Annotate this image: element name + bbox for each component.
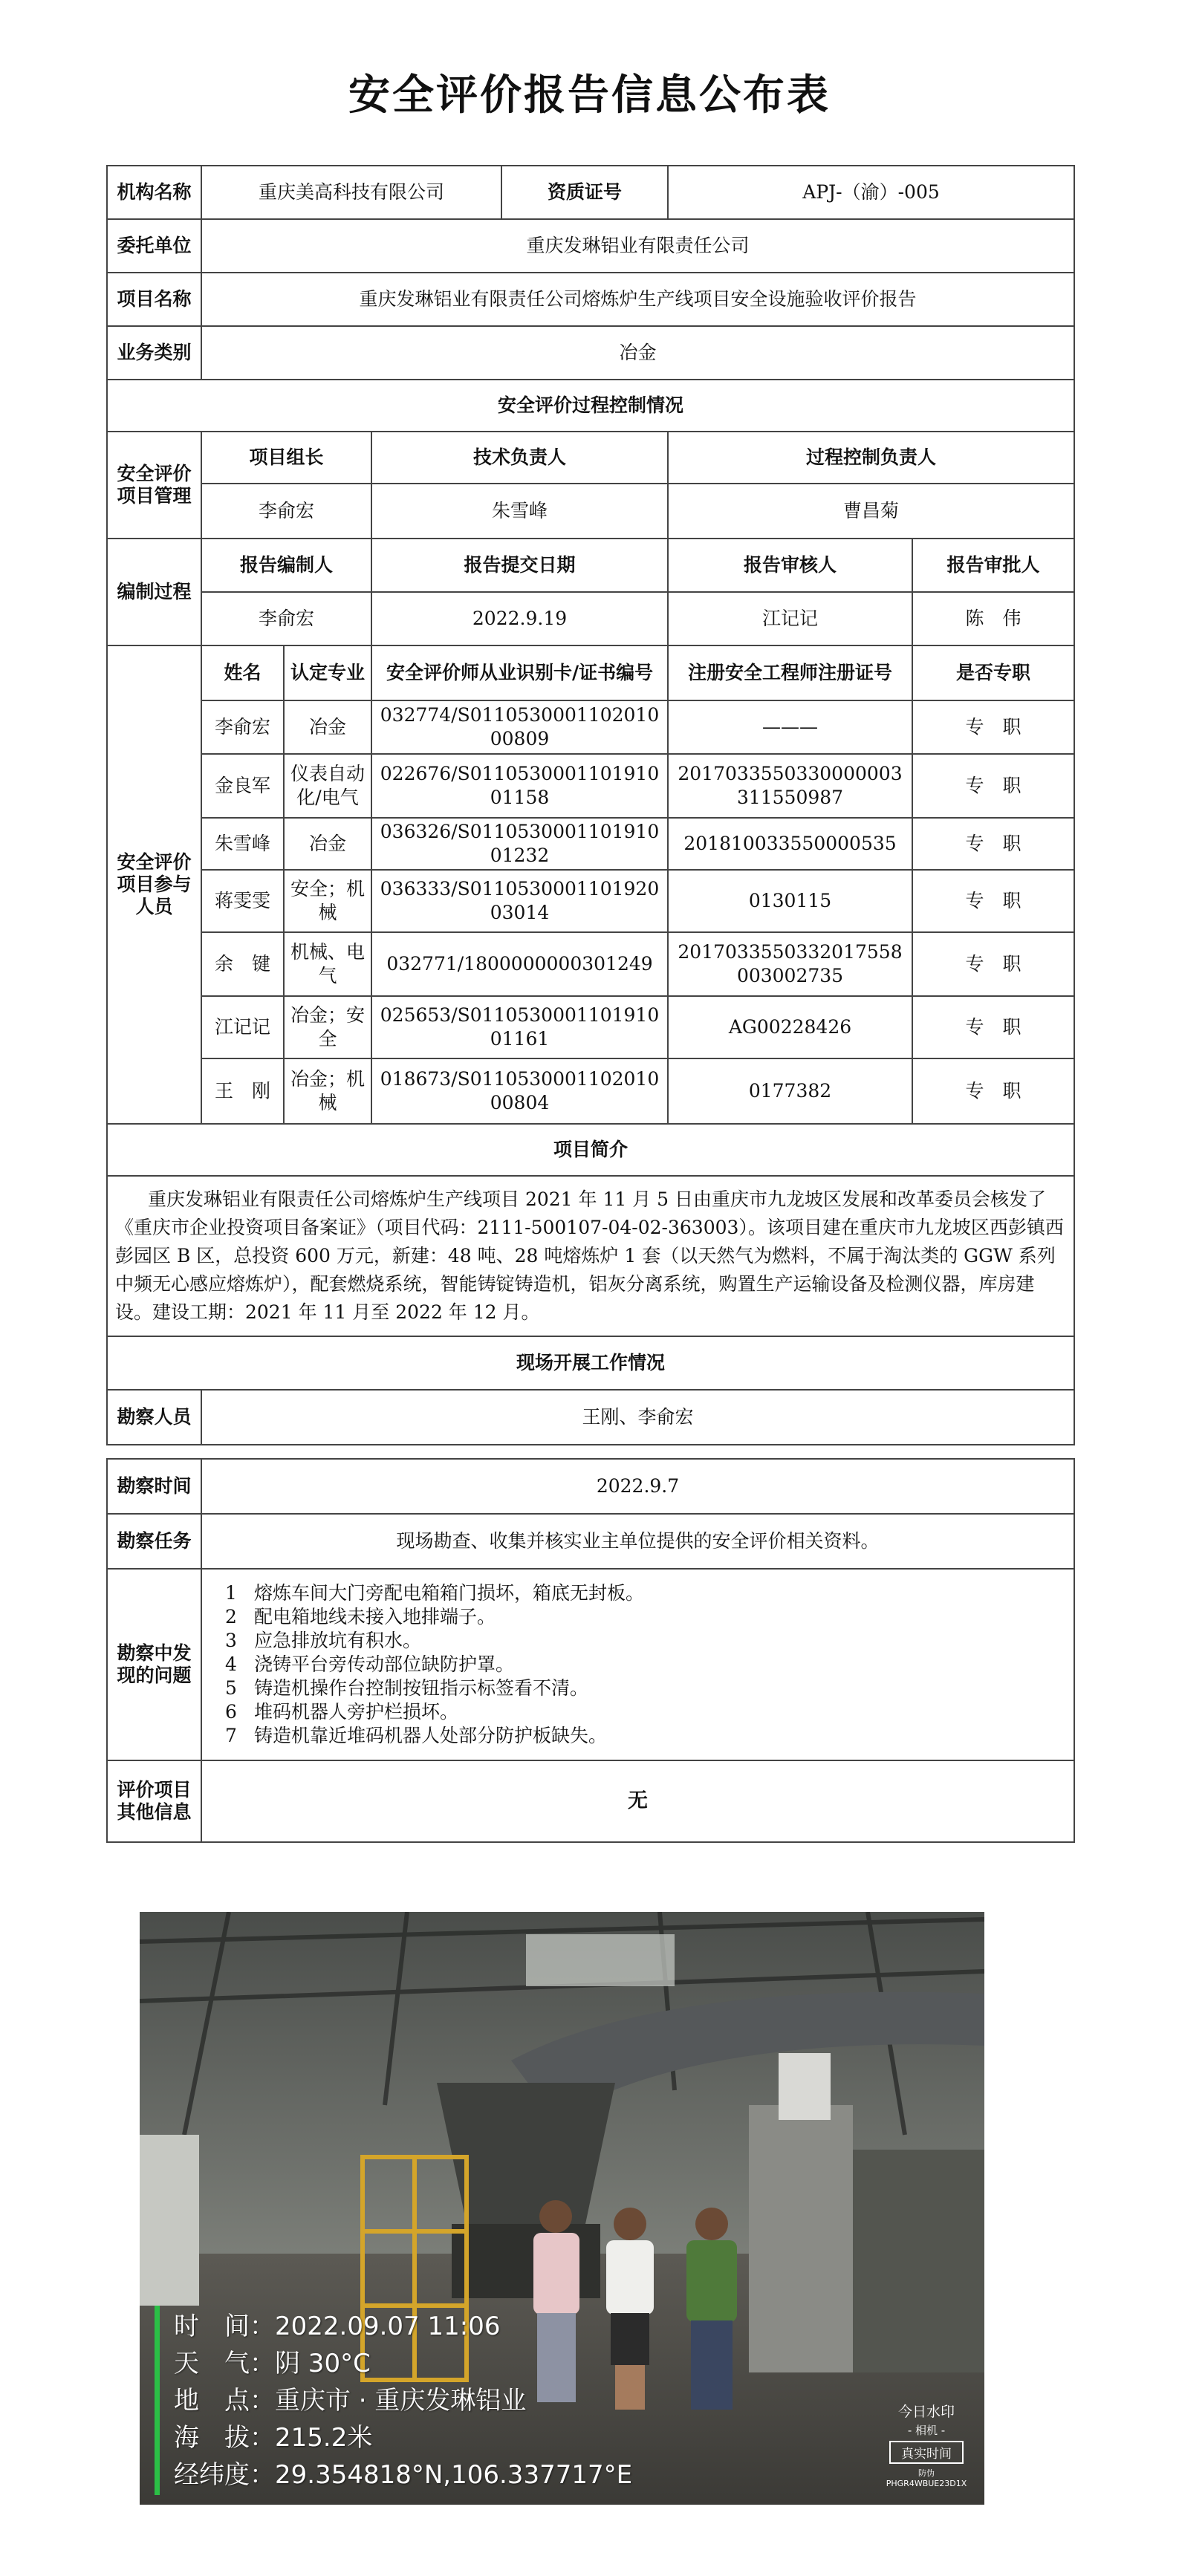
ctrl-value: 曹昌菊 [668, 484, 1074, 539]
staff-name: 金良军 [201, 754, 284, 818]
watermark-place: 地 点：重庆市 · 重庆发琳铝业 [174, 2386, 527, 2416]
list-item [208, 1724, 1068, 1748]
issue-number: 6 [225, 1701, 237, 1723]
staff-full: 专 职 [912, 1058, 1074, 1124]
intro-paragraph: 重庆发琳铝业有限责任公司熔炼炉生产线项目 2021 年 11 月 5 日由重庆市九龙坡区发展和改革委员会核发了《重庆市企业投资项目备案证》（项目代码：2111-500107-04-02-363003）。该项目建在重庆市九龙坡区西彭镇西彭园区 B 区，总投资 600 万元，新建：48 吨、28 吨熔炼炉 1 套（以天然气为燃料，不属于淘汰类的 GGW 系列中频无心感应熔炼炉），配套燃烧系统，智能铸锭铸造机，铝灰分离系统，购置生产运输设备及检测仪器，库房建设。建设工期：2021 年 11 月至 2022 年 12 月。 [115, 1188, 1064, 1323]
leader-header: 项目组长 [201, 432, 371, 484]
other-info-label: 评价项目其他信息 [107, 1760, 201, 1842]
issue-number: 2 [225, 1606, 237, 1627]
date-header: 报告提交日期 [371, 539, 668, 592]
site-section-title: 现场开展工作情况 [107, 1336, 1074, 1390]
staff-full: 专 职 [912, 996, 1074, 1058]
date-value: 2022.9.19 [371, 592, 668, 645]
staff-header-major: 认定专业 [284, 645, 371, 700]
staff-header-card: 安全评价师从业识别卡/证书编号 [371, 645, 668, 700]
stamp-subtitle: - 相机 - [907, 2424, 946, 2437]
staff-name: 蒋雯雯 [201, 870, 284, 932]
watermark-time: 时 间：2022.09.07 11:06 [174, 2312, 501, 2341]
project-intro-text [107, 1176, 1074, 1336]
list-item [208, 1700, 1068, 1724]
org-label: 机构名称 [107, 166, 201, 219]
survey-task-value: 现场勘查、收集并核实业主单位提供的安全评价相关资料。 [201, 1514, 1074, 1569]
staff-card: 018673/S011053000110201000804 [371, 1058, 668, 1124]
table-row [107, 932, 1074, 996]
approver-value: 陈 伟 [912, 592, 1074, 645]
watermark-weather: 天 气：阴 30°C [174, 2349, 371, 2378]
category-value: 冶金 [201, 326, 1074, 380]
survey-time-label: 勘察时间 [107, 1459, 201, 1514]
client-label: 委托单位 [107, 219, 201, 273]
issue-text: 铸造机靠近堆码机器人处部分防护板缺失。 [254, 1725, 608, 1746]
staff-card: 032774/S011053000110201000809 [371, 700, 668, 754]
staff-card: 022676/S011053000110191001158 [371, 754, 668, 818]
site-photo [140, 1912, 984, 2505]
intro-section-title: 项目简介 [107, 1124, 1074, 1176]
staff-card: 036333/S011053000110192003014 [371, 870, 668, 932]
staff-full: 专 职 [912, 700, 1074, 754]
inspector-label: 勘察人员 [107, 1390, 201, 1445]
issue-text: 铸造机操作台控制按钮指示标签看不清。 [254, 1677, 589, 1699]
tech-header: 技术负责人 [371, 432, 668, 484]
staff-card: 036326/S011053000110191001232 [371, 818, 668, 870]
staff-reg: 0177382 [668, 1058, 912, 1124]
table-row [107, 996, 1074, 1058]
survey-table [106, 1458, 1075, 1843]
staff-major: 仪表自动化/电气 [284, 754, 371, 818]
stamp-code: 防伪 PHGR4WBUE23D1X [886, 2468, 967, 2488]
staff-full: 专 职 [912, 932, 1074, 996]
staff-full: 专 职 [912, 754, 1074, 818]
staff-full: 专 职 [912, 818, 1074, 870]
stamp-title: 今日水印 [897, 2404, 955, 2420]
issue-text: 浇铸平台旁传动部位缺防护罩。 [254, 1653, 515, 1675]
table-row [107, 1058, 1074, 1124]
author-header: 报告编制人 [201, 539, 371, 592]
issue-text: 应急排放坑有积水。 [254, 1630, 422, 1651]
staff-label: 安全评价项目参与人员 [107, 645, 201, 1124]
other-info-value: 无 [201, 1760, 1074, 1842]
staff-header-full: 是否专职 [912, 645, 1074, 700]
project-label: 项目名称 [107, 273, 201, 326]
leader-value: 李俞宏 [201, 484, 371, 539]
mgmt-label: 安全评价项目管理 [107, 432, 201, 539]
table-row [107, 700, 1074, 754]
inspector-value: 王刚、李俞宏 [201, 1390, 1074, 1445]
org-name: 重庆美高科技有限公司 [201, 166, 501, 219]
staff-reg: AG00228426 [668, 996, 912, 1058]
issues-list [201, 1569, 1074, 1760]
staff-major: 机械、电气 [284, 932, 371, 996]
staff-name: 朱雪峰 [201, 818, 284, 870]
reviewer-value: 江记记 [668, 592, 912, 645]
staff-name: 李俞宏 [201, 700, 284, 754]
issues-label: 勘察中发现的问题 [107, 1569, 201, 1760]
staff-major: 冶金；机械 [284, 1058, 371, 1124]
issue-text: 配电箱地线未接入地排端子。 [254, 1606, 496, 1627]
issue-number: 3 [225, 1630, 237, 1651]
approver-header: 报告审批人 [912, 539, 1074, 592]
staff-name: 余 键 [201, 932, 284, 996]
issue-number: 4 [225, 1653, 237, 1675]
list-item [208, 1676, 1068, 1700]
issue-number: 5 [225, 1677, 237, 1699]
cert-number: APJ-（渝）-005 [668, 166, 1074, 219]
list-item [208, 1581, 1068, 1605]
staff-full: 专 职 [912, 870, 1074, 932]
staff-name: 王 刚 [201, 1058, 284, 1124]
staff-card: 025653/S011053000110191001161 [371, 996, 668, 1058]
table-row [107, 818, 1074, 870]
issue-number: 7 [225, 1725, 237, 1746]
staff-reg: 2017033550330000003311550987 [668, 754, 912, 818]
survey-time-value: 2022.9.7 [201, 1459, 1074, 1514]
staff-reg: 2017033550332017558003002735 [668, 932, 912, 996]
staff-major: 冶金 [284, 818, 371, 870]
staff-major: 安全；机械 [284, 870, 371, 932]
issue-text: 堆码机器人旁护栏损坏。 [254, 1701, 459, 1723]
process-section-title: 安全评价过程控制情况 [107, 380, 1074, 432]
table-row [107, 870, 1074, 932]
client-name: 重庆发琳铝业有限责任公司 [201, 219, 1074, 273]
watermark-altitude: 海 拔：215.2米 [174, 2423, 373, 2453]
staff-header-reg: 注册安全工程师注册证号 [668, 645, 912, 700]
watermark-logo [882, 2401, 971, 2488]
category-label: 业务类别 [107, 326, 201, 380]
stamp-badge: 真实时间 [889, 2441, 964, 2464]
author-value: 李俞宏 [201, 592, 371, 645]
list-item [208, 1629, 1068, 1653]
staff-major: 冶金 [284, 700, 371, 754]
list-item [208, 1605, 1068, 1629]
reviewer-header: 报告审核人 [668, 539, 912, 592]
staff-card: 032771/1800000000301249 [371, 932, 668, 996]
project-name: 重庆发琳铝业有限责任公司熔炼炉生产线项目安全设施验收评价报告 [201, 273, 1074, 326]
issue-number: 1 [225, 1582, 237, 1604]
tech-value: 朱雪峰 [371, 484, 668, 539]
compile-label: 编制过程 [107, 539, 201, 645]
staff-reg: 0130115 [668, 870, 912, 932]
staff-reg: 201810033550000535 [668, 818, 912, 870]
issue-text: 熔炼车间大门旁配电箱箱门损坏，箱底无封板。 [254, 1582, 645, 1604]
table-row [107, 754, 1074, 818]
watermark-coords: 经纬度：29.354818°N,106.337717°E [174, 2460, 633, 2490]
ctrl-header: 过程控制负责人 [668, 432, 1074, 484]
survey-task-label: 勘察任务 [107, 1514, 201, 1569]
page-title: 安全评价报告信息公布表 [348, 71, 831, 120]
list-item [208, 1653, 1068, 1676]
staff-header-name: 姓名 [201, 645, 284, 700]
staff-reg: ——— [668, 700, 912, 754]
staff-name: 江记记 [201, 996, 284, 1058]
cert-label: 资质证号 [501, 166, 668, 219]
info-table [106, 165, 1075, 1445]
watermark-accent-bar [155, 2306, 160, 2495]
staff-major: 冶金；安全 [284, 996, 371, 1058]
